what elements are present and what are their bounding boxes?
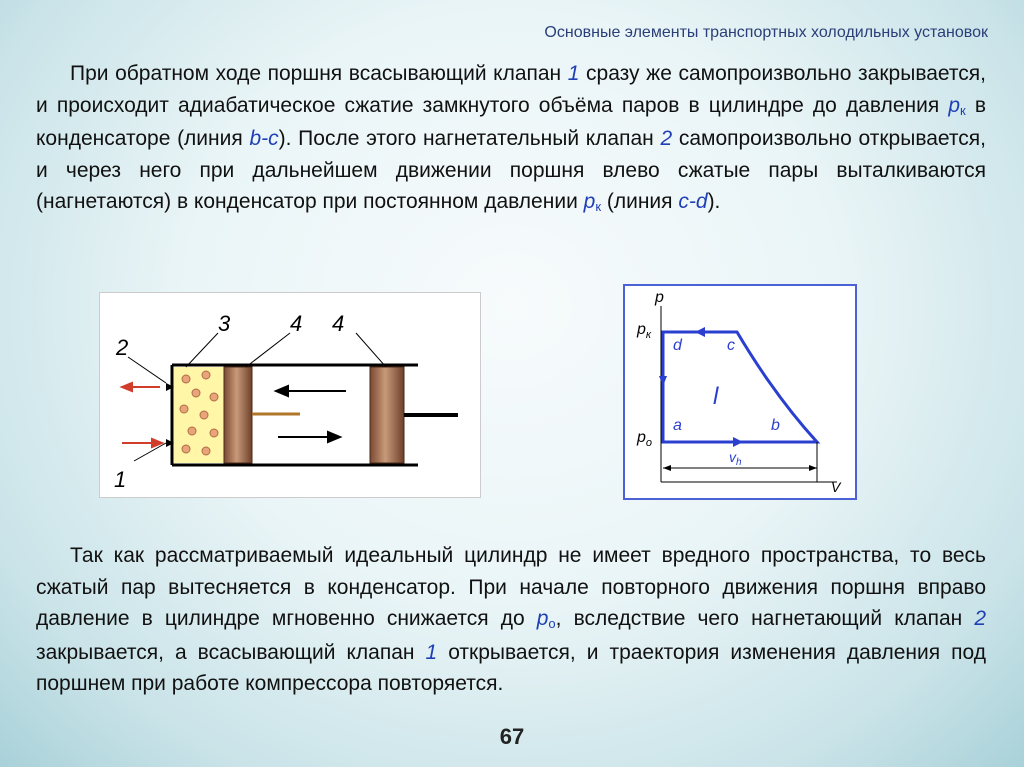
cylinder-diagram (100, 293, 480, 497)
slide-header: Основные элементы транспортных холодильных установок (544, 24, 988, 41)
vapour-volume (174, 367, 224, 463)
point-a-label: a (673, 417, 682, 434)
label-valve-2: 2 (116, 335, 129, 360)
point-d-label: d (673, 337, 682, 354)
pv-diagram-figure (623, 284, 857, 500)
v-axis-label: V (831, 479, 841, 495)
p-axis-label: p (655, 289, 664, 306)
label-valve-1: 1 (114, 467, 127, 492)
page-number: 67 (499, 724, 525, 749)
compressor-cylinder-figure (99, 292, 481, 498)
vh-label: $v_h$ (729, 449, 742, 468)
paragraph-2: Так как рассматриваемый идеальный цилиндр не имеет вредного пространства, то весь сжатый пар вытесняется в конденсатор. При начале повторного движения поршня вправо давление в цилиндре мгновенно снижается до pо, вследствие чего нагнетающий клапан 2 закрывается, а всасывающий клапан 1 открывается, и траектория изменения давления под поршнем при работе компрессора повторяется. (36, 544, 986, 695)
cycle-path (663, 332, 817, 442)
right-piston (370, 367, 404, 463)
left-piston (224, 367, 252, 463)
arrow-da (659, 376, 667, 386)
point-c-label: c (727, 337, 735, 354)
label-4b: 4 (332, 311, 345, 336)
pv-diagram (625, 286, 855, 498)
pk-label: $p_к$ (637, 321, 652, 341)
work-label: l (713, 383, 719, 410)
label-3: 3 (218, 311, 231, 336)
arrow-ab (733, 437, 743, 447)
flow-arrows (122, 383, 162, 447)
point-b-label: b (771, 417, 780, 434)
po-label: $p_o$ (637, 429, 653, 449)
arrow-cd (695, 327, 705, 337)
paragraph-1: При обратном ходе поршня всасывающий клапан 1 сразу же самопроизвольно закрывается, и происходит адиабатическое сжатие замкнутого объёма паров в цилиндре до давления pк в конденсаторе (линия b-c). После этого нагнетательный клапан 2 самопроизвольно открывается, и через него при дальнейшем движении поршня влево сжатые пары выталкиваются (нагнетаются) в конденсатор при постоянном давлении pк (линия c-d). (36, 62, 986, 214)
label-4a: 4 (290, 311, 303, 336)
